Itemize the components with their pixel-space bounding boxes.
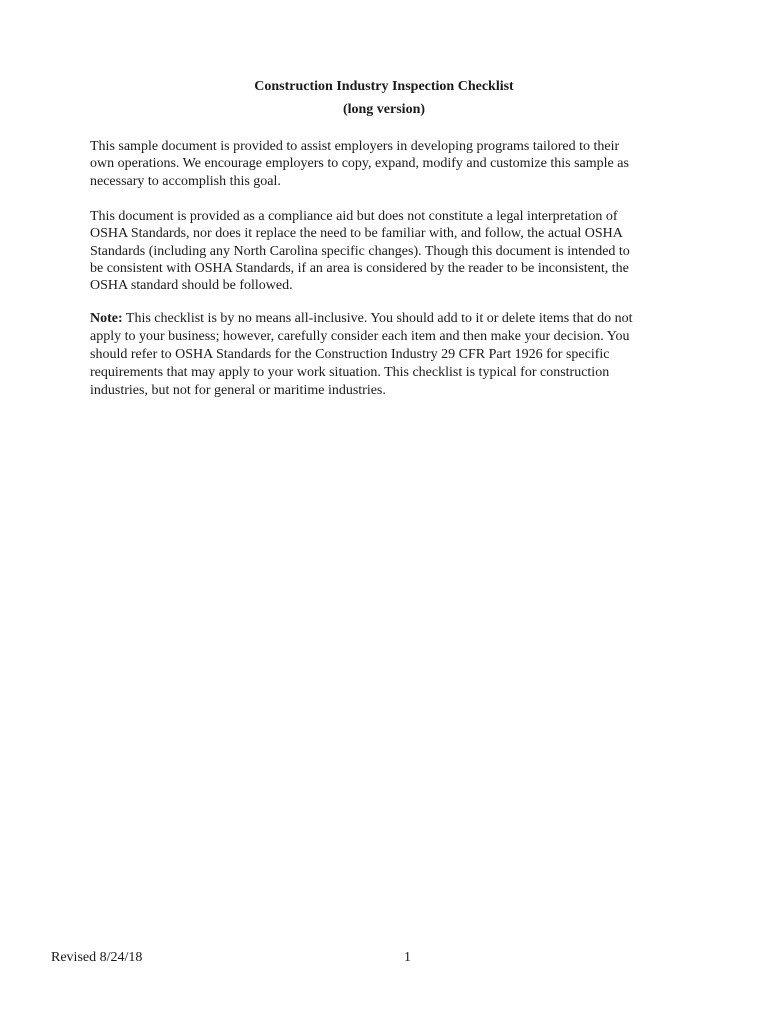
compliance-paragraph-line: OSHA Standards, nor does it replace the need to be familiar with, and follow, the actual OSHA: [90, 226, 623, 242]
note-paragraph-line: industries, but not for general or maritime industries.: [90, 383, 386, 398]
compliance-paragraph-line: Standards (including any North Carolina specific changes). Though this document is intended to: [90, 243, 630, 259]
compliance-paragraph-line: be consistent with OSHA Standards, if an area is considered by the reader to be inconsistent, the: [90, 260, 629, 276]
intro-paragraph-line: necessary to accomplish this goal.: [90, 173, 281, 189]
document-title: Construction Industry Inspection Checklist: [254, 79, 514, 94]
compliance-paragraph: [90, 208, 690, 294]
compliance-paragraph-line: This document is provided as a compliance aid but does not constitute a legal interpretation of: [90, 209, 618, 224]
note-paragraph-line: should refer to OSHA Standards for the Construction Industry 29 CFR Part 1926 for specific: [90, 347, 610, 362]
page-number: 1: [404, 950, 411, 965]
intro-paragraph-line: This sample document is provided to assist employers in developing programs tailored to their: [90, 139, 620, 154]
intro-paragraph: [90, 138, 690, 190]
note-paragraph-line: apply to your business; however, carefully consider each item and then make your decision. You: [90, 329, 630, 344]
revision-date: Revised 8/24/18: [51, 950, 143, 965]
compliance-paragraph-line: OSHA standard should be followed.: [90, 278, 293, 294]
note-paragraph-line: requirements that may apply to your work situation. This checklist is typical for construction: [90, 365, 610, 380]
intro-paragraph-line: own operations. We encourage employers to copy, expand, modify and customize this sample as: [90, 156, 629, 172]
note-label: Note:: [90, 311, 123, 326]
note-paragraph-line: [90, 310, 690, 328]
document-subtitle: (long version): [342, 102, 426, 117]
note-first-line-text: This checklist is by no means all-inclusive. You should add to it or delete items that do not: [122, 311, 633, 326]
note-paragraph: [90, 310, 690, 400]
